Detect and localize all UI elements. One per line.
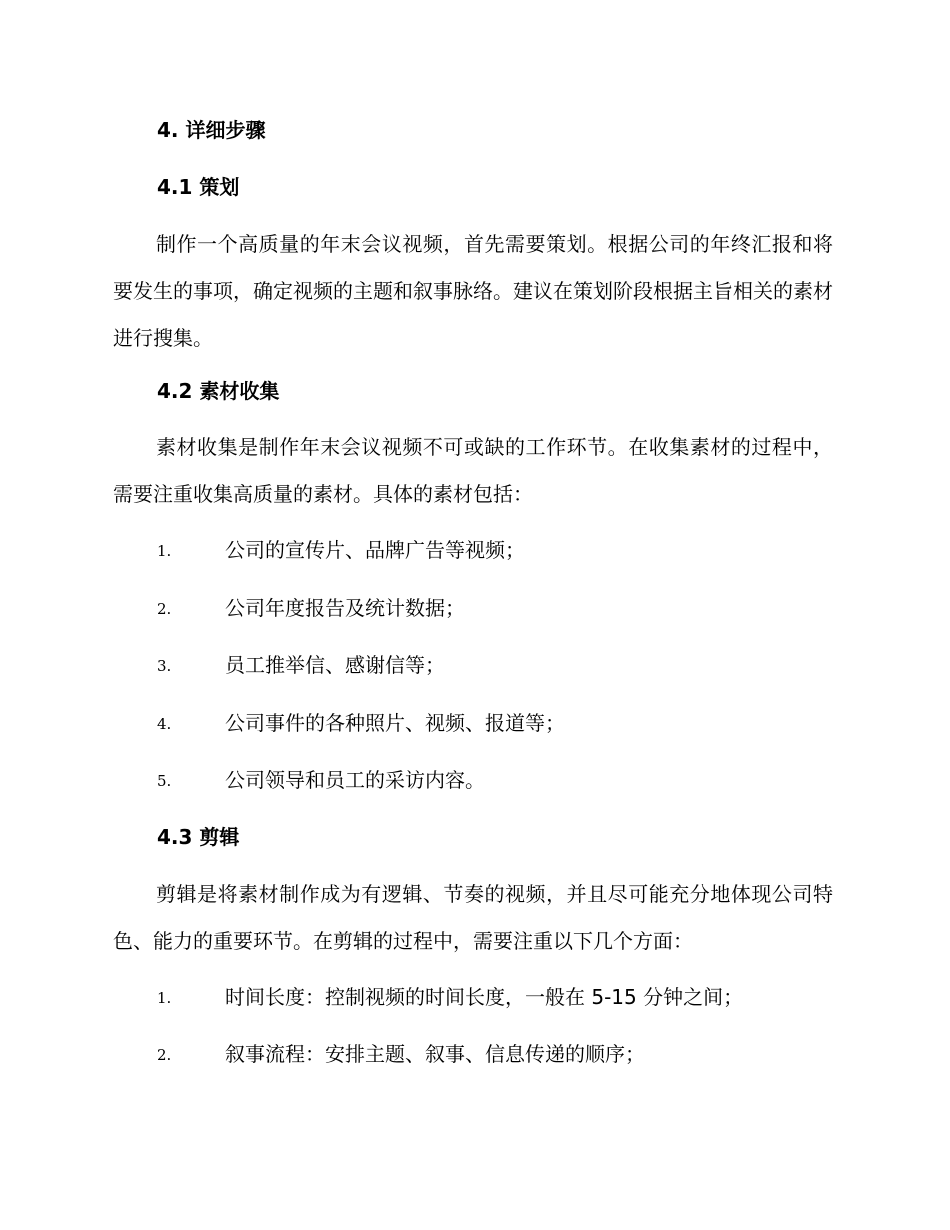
list-item bbox=[0, 1040, 950, 1070]
list-text: 公司的宣传片、品牌广告等视频； bbox=[225, 538, 525, 562]
list-text: 公司事件的各种照片、视频、报道等； bbox=[225, 711, 565, 735]
section-heading-4-1: 4.1 策划 bbox=[157, 175, 240, 199]
paragraph-planning: 制作一个高质量的年末会议视频，首先需要策划。根据公司的年终汇报和将要发生的事项，确定视频的主题和叙事脉络。建议在策划阶段根据主旨相关的素材进行搜集。 bbox=[113, 232, 833, 350]
list-item bbox=[0, 651, 950, 681]
list-text: 公司领导和员工的采访内容。 bbox=[225, 768, 485, 792]
list-item bbox=[0, 536, 950, 566]
section-heading-4-2: 4.2 素材收集 bbox=[157, 379, 280, 403]
list-number: 1. bbox=[157, 542, 172, 560]
list-number: 4. bbox=[157, 715, 172, 733]
paragraph-editing: 剪辑是将素材制作成为有逻辑、节奏的视频，并且尽可能充分地体现公司特色、能力的重要环节。在剪辑的过程中，需要注重以下几个方面： bbox=[113, 882, 833, 953]
list-number: 5. bbox=[157, 772, 172, 790]
section-heading-4: 4. 详细步骤 bbox=[157, 118, 266, 142]
list-number: 3. bbox=[157, 657, 172, 675]
list-item bbox=[0, 594, 950, 624]
list-text: 公司年度报告及统计数据； bbox=[225, 596, 465, 620]
section-heading-4-3: 4.3 剪辑 bbox=[157, 825, 240, 849]
list-number: 2. bbox=[157, 1046, 172, 1064]
list-item bbox=[0, 983, 950, 1013]
paragraph-material-collection: 素材收集是制作年末会议视频不可或缺的工作环节。在收集素材的过程中，需要注重收集高质量的素材。具体的素材包括： bbox=[113, 435, 833, 506]
list-number: 2. bbox=[157, 600, 172, 618]
list-item bbox=[0, 766, 950, 796]
list-text: 时间长度：控制视频的时间长度，一般在 5-15 分钟之间； bbox=[225, 985, 744, 1009]
list-text: 员工推举信、感谢信等； bbox=[225, 653, 445, 677]
list-item bbox=[0, 709, 950, 739]
list-text: 叙事流程：安排主题、叙事、信息传递的顺序； bbox=[225, 1042, 645, 1066]
list-number: 1. bbox=[157, 989, 172, 1007]
